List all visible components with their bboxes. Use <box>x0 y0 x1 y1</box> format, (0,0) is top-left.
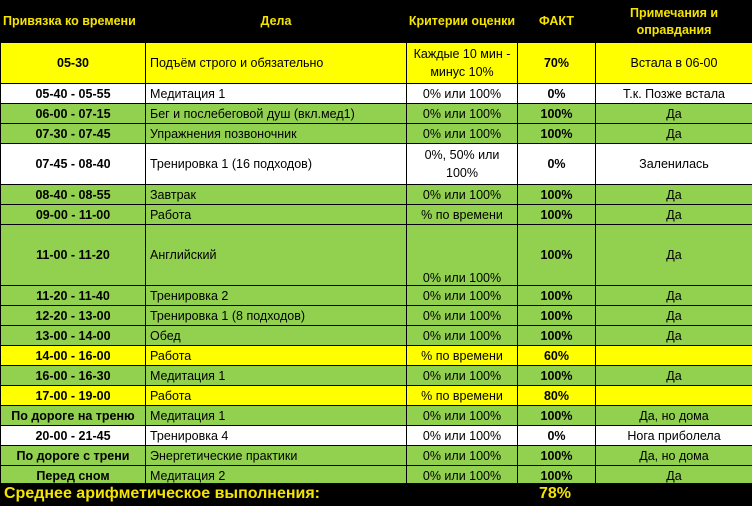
table-row <box>1 426 752 446</box>
time-cell[interactable]: 07-45 - 08-40 <box>1 144 146 185</box>
task-cell[interactable]: Энергетические практики <box>146 446 407 466</box>
note-cell[interactable]: Нога приболела <box>596 426 752 446</box>
task-cell[interactable]: Тренировка 1 (16 подходов) <box>146 144 407 185</box>
criteria-cell[interactable]: % по времени <box>407 205 518 225</box>
note-cell[interactable]: Т.к. Позже встала <box>596 84 752 104</box>
table-row <box>1 84 752 104</box>
task-cell[interactable]: Работа <box>146 346 407 366</box>
fact-cell[interactable]: 70% <box>518 43 596 84</box>
table-row <box>1 43 752 84</box>
criteria-cell[interactable]: 0% или 100% <box>407 84 518 104</box>
fact-cell[interactable]: 60% <box>518 346 596 366</box>
fact-cell[interactable]: 100% <box>518 326 596 346</box>
fact-cell[interactable]: 0% <box>518 426 596 446</box>
task-cell[interactable]: Работа <box>146 386 407 406</box>
time-cell[interactable]: По дороге на треню <box>1 406 146 426</box>
time-cell[interactable]: 11-00 - 11-20 <box>1 225 146 286</box>
table-row <box>1 205 752 225</box>
criteria-cell[interactable]: % по времени <box>407 386 518 406</box>
table-row <box>1 386 752 406</box>
criteria-cell[interactable]: 0%, 50% или 100% <box>407 144 518 185</box>
fact-cell[interactable]: 0% <box>518 144 596 185</box>
table-row <box>1 366 752 386</box>
time-cell[interactable]: 20-00 - 21-45 <box>1 426 146 446</box>
criteria-cell[interactable]: 0% или 100% <box>407 104 518 124</box>
task-cell[interactable]: Тренировка 4 <box>146 426 407 446</box>
time-cell[interactable]: 14-00 - 16-00 <box>1 346 146 366</box>
criteria-cell[interactable]: 0% или 100% <box>407 446 518 466</box>
criteria-cell[interactable]: 0% или 100% <box>407 326 518 346</box>
time-cell[interactable]: 07-30 - 07-45 <box>1 124 146 144</box>
note-cell[interactable] <box>596 346 752 366</box>
task-cell[interactable]: Тренировка 2 <box>146 286 407 306</box>
note-cell[interactable]: Да <box>596 366 752 386</box>
table-row <box>1 286 752 306</box>
time-cell[interactable]: 16-00 - 16-30 <box>1 366 146 386</box>
note-cell[interactable]: Да <box>596 185 752 205</box>
criteria-cell[interactable]: Каждые 10 мин - минус 10% <box>407 43 518 84</box>
header-fact[interactable]: ФАКТ <box>518 1 596 43</box>
note-cell[interactable]: Да <box>596 124 752 144</box>
fact-cell[interactable]: 100% <box>518 306 596 326</box>
criteria-cell[interactable]: 0% или 100% <box>407 124 518 144</box>
fact-cell[interactable]: 100% <box>518 104 596 124</box>
header-task[interactable]: Дела <box>146 1 407 43</box>
fact-cell[interactable]: 100% <box>518 466 596 486</box>
criteria-cell[interactable]: 0% или 100% <box>407 406 518 426</box>
fact-cell[interactable]: 100% <box>518 124 596 144</box>
fact-cell[interactable]: 80% <box>518 386 596 406</box>
criteria-cell[interactable]: % по времени <box>407 346 518 366</box>
note-cell[interactable] <box>596 386 752 406</box>
task-cell[interactable]: Медитация 1 <box>146 366 407 386</box>
table-row <box>1 185 752 205</box>
task-cell[interactable]: Обед <box>146 326 407 346</box>
time-cell[interactable]: 05-40 - 05-55 <box>1 84 146 104</box>
time-cell[interactable]: 12-20 - 13-00 <box>1 306 146 326</box>
note-cell[interactable]: Да <box>596 286 752 306</box>
task-cell[interactable]: Медитация 1 <box>146 406 407 426</box>
criteria-cell[interactable]: 0% или 100% <box>407 426 518 446</box>
task-cell[interactable]: Бег и послебеговой душ (вкл.мед1) <box>146 104 407 124</box>
criteria-cell[interactable]: 0% или 100% <box>407 366 518 386</box>
note-cell[interactable]: Да <box>596 466 752 486</box>
criteria-cell[interactable]: 0% или 100% <box>407 185 518 205</box>
task-cell[interactable]: Упражнения позвоночник <box>146 124 407 144</box>
table-row <box>1 306 752 326</box>
task-cell[interactable]: Медитация 1 <box>146 84 407 104</box>
note-cell[interactable]: Встала в 06-00 <box>596 43 752 84</box>
task-cell[interactable]: Тренировка 1 (8 подходов) <box>146 306 407 326</box>
table-row <box>1 225 752 286</box>
criteria-cell[interactable]: 0% или 100% <box>407 466 518 486</box>
table-row <box>1 104 752 124</box>
header-notes[interactable]: Примечания и оправдания <box>596 1 752 43</box>
time-cell[interactable]: 09-00 - 11-00 <box>1 205 146 225</box>
criteria-cell[interactable]: 0% или 100% <box>407 225 518 286</box>
table-row <box>1 124 752 144</box>
note-cell[interactable]: Заленилась <box>596 144 752 185</box>
header-row <box>1 1 752 43</box>
fact-cell[interactable]: 100% <box>518 225 596 286</box>
note-cell[interactable]: Да, но дома <box>596 406 752 426</box>
fact-cell[interactable]: 100% <box>518 286 596 306</box>
fact-cell[interactable]: 100% <box>518 185 596 205</box>
table-row <box>1 346 752 366</box>
table-row <box>1 326 752 346</box>
note-cell[interactable]: Да, но дома <box>596 446 752 466</box>
average-footer <box>0 483 752 506</box>
task-cell[interactable]: Английский <box>146 225 407 286</box>
time-cell[interactable]: 06-00 - 07-15 <box>1 104 146 124</box>
table-row <box>1 406 752 426</box>
note-cell[interactable]: Да <box>596 306 752 326</box>
average-value[interactable]: 78% <box>539 485 572 502</box>
fact-cell[interactable]: 100% <box>518 406 596 426</box>
task-cell[interactable]: Подъём строго и обязательно <box>146 43 407 84</box>
note-cell[interactable]: Да <box>596 205 752 225</box>
time-cell[interactable]: Перед сном <box>1 466 146 486</box>
table-row <box>1 144 752 185</box>
table-row <box>1 446 752 466</box>
time-cell[interactable]: 08-40 - 08-55 <box>1 185 146 205</box>
time-cell[interactable]: 05-30 <box>1 43 146 84</box>
time-cell[interactable]: 11-20 - 11-40 <box>1 286 146 306</box>
task-cell[interactable]: Завтрак <box>146 185 407 205</box>
criteria-cell[interactable]: 0% или 100% <box>407 286 518 306</box>
note-cell[interactable]: Да <box>596 326 752 346</box>
fact-cell[interactable]: 0% <box>518 84 596 104</box>
fact-cell[interactable]: 100% <box>518 205 596 225</box>
fact-cell[interactable]: 100% <box>518 446 596 466</box>
task-cell[interactable]: Медитация 2 <box>146 466 407 486</box>
time-cell[interactable]: 17-00 - 19-00 <box>1 386 146 406</box>
header-criteria[interactable]: Критерии оценки <box>407 1 518 43</box>
criteria-cell[interactable]: 0% или 100% <box>407 306 518 326</box>
note-cell[interactable]: Да <box>596 104 752 124</box>
fact-cell[interactable]: 100% <box>518 366 596 386</box>
time-cell[interactable]: По дороге с трени <box>1 446 146 466</box>
task-cell[interactable]: Работа <box>146 205 407 225</box>
time-cell[interactable]: 13-00 - 14-00 <box>1 326 146 346</box>
header-time[interactable]: Привязка ко времени <box>1 1 146 43</box>
average-label: Среднее арифметическое выполнения: <box>4 485 320 502</box>
note-cell[interactable]: Да <box>596 225 752 286</box>
